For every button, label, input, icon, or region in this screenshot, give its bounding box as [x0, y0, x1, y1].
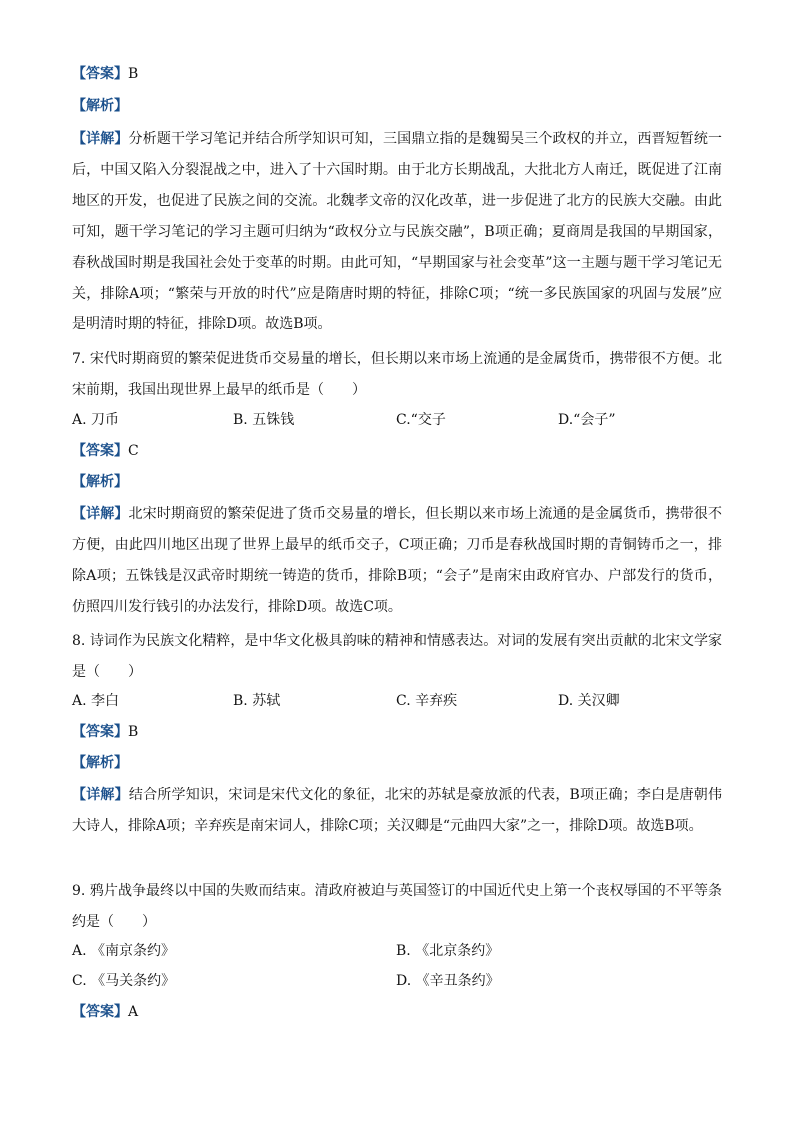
detail-tag: 【详解】	[72, 131, 129, 147]
q8-detail-paragraph	[72, 780, 722, 842]
answer-value: A	[128, 1004, 139, 1020]
q7-stem: 7. 宋代时期商贸的繁荣促进货币交易量的增长，但长期以来市场上流通的是金属货币，携带很不方便。北宋前期，我国出现世界上最早的纸币是（ ）	[72, 351, 722, 398]
q7-option-a: A. 刀币	[72, 412, 120, 428]
q7-detail-paragraph	[72, 499, 722, 623]
q8-option-b: B. 苏轼	[233, 693, 281, 709]
detail-text: 分析题干学习笔记并结合所学知识可知，三国鼎立指的是魏蜀吴三个政权的并立，西晋短暂统一后，中国又陷入分裂混战之中，进入了十六国时期。由于北方长期战乱，大批北方人南迁，既促进了江南地区的开发，也促进了民族之间的交流。北魏孝文帝的汉化改革，进一步促进了北方的民族大交融。由此可知，题干学习笔记的学习主题可归纳为“政权分立与民族交融”，B项正确；夏商周是我国的早期国家，春秋战国时期是我国社会处于变革的时期。由此可知，“早期国家与社会变革”这一主题与题干学习笔记无关，排除A项；“繁荣与开放的时代”应是隋唐时期的特征，排除C项；“统一多民族国家的巩固与发展”应是明清时期的特征，排除D项。故选B项。	[72, 131, 723, 333]
q6-analysis-line	[72, 96, 128, 116]
q9-option-b: B. 《北京条约》	[396, 943, 500, 959]
q7-answer-line	[72, 441, 139, 461]
q9-option-c: C. 《马关条约》	[72, 973, 176, 989]
detail-text: 结合所学知识，宋词是宋代文化的象征，北宋的苏轼是豪放派的代表，B项正确；李白是唐朝伟大诗人，排除A项；辛弃疾是南宋词人，排除C项；关汉卿是“元曲四大家”之一，排除D项。故选B项。	[72, 787, 723, 834]
answer-value: B	[128, 724, 139, 740]
q9-answer-line	[72, 1002, 138, 1022]
answer-value: B	[128, 66, 139, 82]
q7-option-c: C.“交子	[396, 412, 446, 428]
q6-answer-line	[72, 64, 138, 84]
answer-tag: 【答案】	[72, 443, 128, 459]
q7-analysis-line	[72, 472, 128, 492]
detail-tag: 【详解】	[72, 506, 129, 522]
analysis-tag: 【解析】	[72, 755, 128, 771]
analysis-tag: 【解析】	[72, 98, 128, 114]
detail-text: 北宋时期商贸的繁荣促进了货币交易量的增长，但长期以来市场上流通的是金属货币，携带很不方便，由此四川地区出现了世界上最早的纸币交子，C项正确；刀币是春秋战国时期的青铜铸币之一，排除A项；五铢钱是汉武帝时期统一铸造的货币，排除B项；“会子”是南宋由政府官办、户部发行的货币，仿照四川发行钱引的办法发行，排除D项。故选C项。	[72, 506, 723, 615]
q9-option-a: A. 《南京条约》	[72, 943, 176, 959]
answer-value: C	[128, 443, 139, 459]
q8-option-a: A. 李白	[72, 693, 120, 709]
q9-stem: 9. 鸦片战争最终以中国的失败而结束。清政府被迫与英国签订的中国近代史上第一个丧权辱国的不平等条约是（ ）	[72, 883, 722, 930]
q8-analysis-line	[72, 753, 128, 773]
q8-stem: 8. 诗词作为民族文化精粹，是中华文化极具韵味的精神和情感表达。对词的发展有突出贡献的北宋文学家是（ ）	[72, 633, 722, 680]
q9-option-d: D. 《辛丑条约》	[396, 973, 500, 989]
q8-answer-line	[72, 722, 138, 742]
analysis-tag: 【解析】	[72, 474, 128, 490]
q7-option-b: B. 五铢钱	[233, 412, 295, 428]
detail-tag: 【详解】	[72, 787, 129, 803]
answer-tag: 【答案】	[72, 724, 128, 740]
answer-tag: 【答案】	[72, 66, 128, 82]
answer-tag: 【答案】	[72, 1004, 128, 1020]
q8-option-c: C. 辛弃疾	[396, 693, 458, 709]
q7-option-d: D.“会子”	[558, 412, 616, 428]
q6-detail-paragraph	[72, 124, 722, 340]
q8-option-d: D. 关汉卿	[558, 693, 620, 709]
